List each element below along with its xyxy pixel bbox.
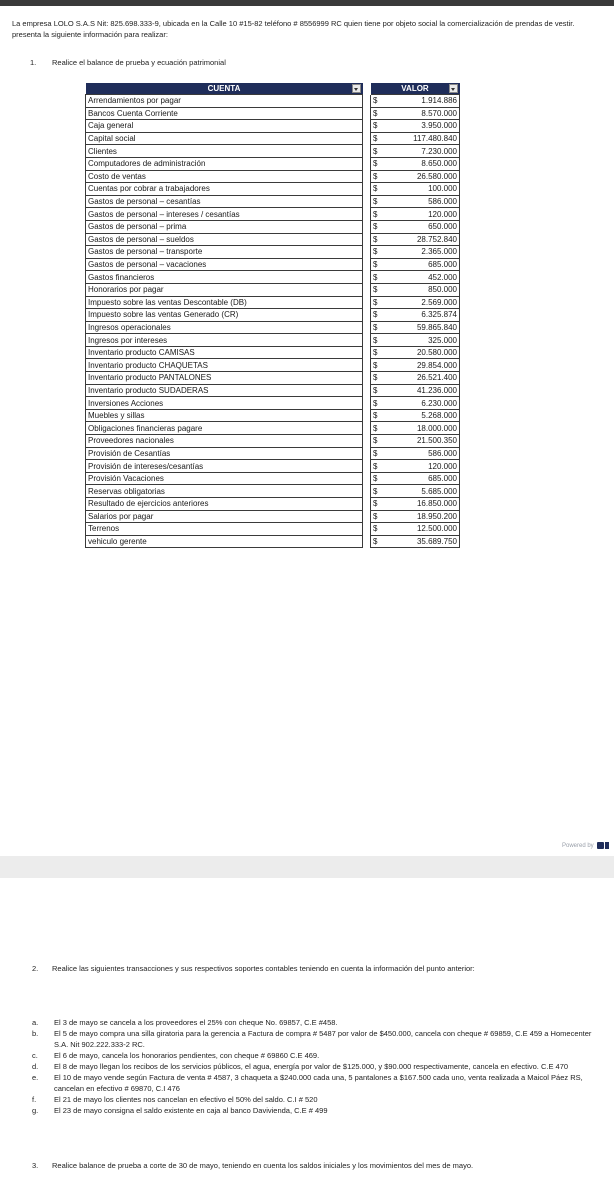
- question-3-text: Realice balance de prueba a corte de 30 de mayo, teniendo en cuenta los saldos iniciales y los movimientos del mes de mayo.: [52, 1161, 474, 1170]
- question-2-number: 2.: [32, 964, 39, 973]
- value-cell: 586.000: [381, 447, 460, 460]
- value-cell: 8.650.000: [381, 157, 460, 170]
- value-cell: 16.850.000: [381, 498, 460, 511]
- table-row: [86, 510, 460, 523]
- account-name-cell: Costo de ventas: [86, 170, 363, 183]
- table-row: [86, 271, 460, 284]
- table-row: [86, 384, 460, 397]
- table-row: [86, 107, 460, 120]
- account-name-cell: Cuentas por cobrar a trabajadores: [86, 183, 363, 196]
- currency-symbol-cell: $: [371, 233, 382, 246]
- column-header-valor[interactable]: [371, 83, 460, 95]
- list-item-letter: f.: [32, 1095, 37, 1104]
- value-cell: 650.000: [381, 220, 460, 233]
- cell-gap: [363, 472, 371, 485]
- currency-symbol-cell: $: [371, 132, 382, 145]
- account-name-cell: Reservas obligatorias: [86, 485, 363, 498]
- account-name-cell: Computadores de administración: [86, 157, 363, 170]
- currency-symbol-cell: $: [371, 157, 382, 170]
- cell-gap: [363, 95, 371, 108]
- currency-symbol-cell: $: [371, 346, 382, 359]
- table-row: [86, 321, 460, 334]
- currency-symbol-cell: $: [371, 523, 382, 536]
- list-item-letter: d.: [32, 1062, 39, 1071]
- table-row: [86, 157, 460, 170]
- cell-gap: [363, 233, 371, 246]
- currency-symbol-cell: $: [371, 510, 382, 523]
- account-name-cell: Proveedores nacionales: [86, 435, 363, 448]
- filter-dropdown-icon[interactable]: [449, 84, 458, 93]
- table-row: [86, 447, 460, 460]
- currency-symbol-cell: $: [371, 435, 382, 448]
- column-header-valor-label: VALOR: [401, 84, 429, 93]
- list-item-letter: e.: [32, 1073, 39, 1082]
- currency-symbol-cell: $: [371, 409, 382, 422]
- cell-gap: [363, 258, 371, 271]
- table-row: [86, 523, 460, 536]
- cell-gap: [363, 120, 371, 133]
- list-item-letter: g.: [32, 1106, 39, 1115]
- value-cell: 685.000: [381, 258, 460, 271]
- value-cell: 586.000: [381, 195, 460, 208]
- account-name-cell: Inventario producto CAMISAS: [86, 346, 363, 359]
- account-name-cell: Provisión de intereses/cesantías: [86, 460, 363, 473]
- currency-symbol-cell: $: [371, 359, 382, 372]
- table-row: [86, 283, 460, 296]
- cell-gap: [363, 321, 371, 334]
- value-cell: 41.236.000: [381, 384, 460, 397]
- account-name-cell: Impuesto sobre las ventas Descontable (DB): [86, 296, 363, 309]
- account-name-cell: vehiculo gerente: [86, 535, 363, 548]
- cell-gap: [363, 220, 371, 233]
- account-name-cell: Honorarios por pagar: [86, 283, 363, 296]
- value-cell: 59.865.840: [381, 321, 460, 334]
- cell-gap: [363, 523, 371, 536]
- question-3: [32, 1161, 602, 1170]
- value-cell: 5.685.000: [381, 485, 460, 498]
- intro-paragraph: La empresa LOLO S.A.S Nit: 825.698.333-9, ubicada en la Calle 10 #15-82 teléfono # 8556999 RC quien tiene por objeto social la comercialización de prendas de vestir. presenta la siguiente información para realizar:: [12, 19, 575, 39]
- app-logo-icon: [597, 842, 604, 849]
- currency-symbol-cell: $: [371, 95, 382, 108]
- table-row: [86, 472, 460, 485]
- cell-gap: [363, 145, 371, 158]
- currency-symbol-cell: $: [371, 422, 382, 435]
- question-1-text: Realice el balance de prueba y ecuación patrimonial: [52, 58, 226, 67]
- account-name-cell: Provisión Vacaciones: [86, 472, 363, 485]
- account-name-cell: Resultado de ejercicios anteriores: [86, 498, 363, 511]
- cell-gap: [363, 271, 371, 284]
- currency-symbol-cell: $: [371, 271, 382, 284]
- currency-symbol-cell: $: [371, 535, 382, 548]
- cell-gap: [363, 409, 371, 422]
- account-name-cell: Ingresos por intereses: [86, 334, 363, 347]
- account-name-cell: Inventario producto SUDADERAS: [86, 384, 363, 397]
- currency-symbol-cell: $: [371, 372, 382, 385]
- value-cell: 120.000: [381, 208, 460, 221]
- list-item: [32, 1094, 602, 1105]
- cell-gap: [363, 195, 371, 208]
- currency-symbol-cell: $: [371, 296, 382, 309]
- cell-gap: [363, 535, 371, 548]
- account-name-cell: Gastos financieros: [86, 271, 363, 284]
- value-cell: 850.000: [381, 283, 460, 296]
- currency-symbol-cell: $: [371, 208, 382, 221]
- value-cell: 452.000: [381, 271, 460, 284]
- account-name-cell: Gastos de personal – sueldos: [86, 233, 363, 246]
- table-row: [86, 372, 460, 385]
- list-item: [32, 1072, 602, 1094]
- question-1-number: 1.: [30, 58, 37, 67]
- transactions-list: [32, 1017, 602, 1116]
- currency-symbol-cell: $: [371, 120, 382, 133]
- cell-gap: [363, 397, 371, 410]
- list-item-text: El 6 de mayo, cancela los honorarios pendientes, con cheque # 69860 C.E 469.: [54, 1051, 320, 1060]
- table-row: [86, 359, 460, 372]
- currency-symbol-cell: $: [371, 460, 382, 473]
- table-row: [86, 233, 460, 246]
- list-item-text: El 10 de mayo vende según Factura de venta # 4587, 3 chaqueta a $240.000 cada una, 5 pantalones a $167.500 cada uno, venta realizada a Maicol Páez RS, cancelan en efectivo # 69870, C.I 476: [54, 1073, 583, 1093]
- account-name-cell: Inventario producto PANTALONES: [86, 372, 363, 385]
- list-item: [32, 1050, 602, 1061]
- powered-by-label: Powered by: [562, 843, 594, 850]
- table-row: [86, 309, 460, 322]
- question-2-text: Realice las siguientes transacciones y sus respectivos soportes contables teniendo en cuenta la información del punto anterior:: [52, 964, 475, 973]
- table-row: [86, 422, 460, 435]
- value-cell: 20.580.000: [381, 346, 460, 359]
- value-cell: 28.752.840: [381, 233, 460, 246]
- value-cell: 5.268.000: [381, 409, 460, 422]
- table-row: [86, 409, 460, 422]
- currency-symbol-cell: $: [371, 283, 382, 296]
- cell-gap: [363, 246, 371, 259]
- cell-gap: [363, 447, 371, 460]
- list-item-letter: a.: [32, 1018, 39, 1027]
- table-row: [86, 296, 460, 309]
- cell-gap: [363, 498, 371, 511]
- value-cell: 117.480.840: [381, 132, 460, 145]
- list-item-letter: c.: [32, 1051, 38, 1060]
- app-logo-icon: [605, 842, 609, 849]
- header-gap: [363, 83, 371, 95]
- value-cell: 100.000: [381, 183, 460, 196]
- value-cell: 8.570.000: [381, 107, 460, 120]
- table-row: [86, 132, 460, 145]
- table-row: [86, 346, 460, 359]
- cell-gap: [363, 132, 371, 145]
- value-cell: 6.230.000: [381, 397, 460, 410]
- account-name-cell: Gastos de personal – transporte: [86, 246, 363, 259]
- account-name-cell: Impuesto sobre las ventas Generado (CR): [86, 309, 363, 322]
- currency-symbol-cell: $: [371, 220, 382, 233]
- value-cell: 3.950.000: [381, 120, 460, 133]
- account-name-cell: Bancos Cuenta Corriente: [86, 107, 363, 120]
- value-cell: 35.689.750: [381, 535, 460, 548]
- table-row: [86, 258, 460, 271]
- list-item-text: El 3 de mayo se cancela a los proveedores el 25% con cheque No. 69857, C.E #458.: [54, 1018, 338, 1027]
- currency-symbol-cell: $: [371, 384, 382, 397]
- account-name-cell: Muebles y sillas: [86, 409, 363, 422]
- table-row: [86, 485, 460, 498]
- cell-gap: [363, 359, 371, 372]
- cell-gap: [363, 208, 371, 221]
- currency-symbol-cell: $: [371, 195, 382, 208]
- currency-symbol-cell: $: [371, 107, 382, 120]
- table-row: [86, 397, 460, 410]
- accounts-table: [85, 83, 460, 548]
- value-cell: 2.365.000: [381, 246, 460, 259]
- list-item: [32, 1105, 602, 1116]
- list-item-text: El 23 de mayo consigna el saldo existente en caja al banco Davivienda, C.E # 499: [54, 1106, 328, 1115]
- table-row: [86, 498, 460, 511]
- table-row: [86, 120, 460, 133]
- currency-symbol-cell: $: [371, 334, 382, 347]
- cell-gap: [363, 372, 371, 385]
- account-name-cell: Salarios por pagar: [86, 510, 363, 523]
- account-name-cell: Capital social: [86, 132, 363, 145]
- account-name-cell: Clientes: [86, 145, 363, 158]
- cell-gap: [363, 107, 371, 120]
- currency-symbol-cell: $: [371, 472, 382, 485]
- value-cell: 26.580.000: [381, 170, 460, 183]
- value-cell: 12.500.000: [381, 523, 460, 536]
- list-item-text: El 21 de mayo los clientes nos cancelan en efectivo el 50% del saldo. C.I # 520: [54, 1095, 318, 1104]
- currency-symbol-cell: $: [371, 321, 382, 334]
- table-row: [86, 195, 460, 208]
- currency-symbol-cell: $: [371, 397, 382, 410]
- currency-symbol-cell: $: [371, 309, 382, 322]
- cell-gap: [363, 170, 371, 183]
- cell-gap: [363, 157, 371, 170]
- account-name-cell: Gastos de personal – prima: [86, 220, 363, 233]
- table-row: [86, 435, 460, 448]
- cell-gap: [363, 384, 371, 397]
- table-row: [86, 95, 460, 108]
- account-name-cell: Caja general: [86, 120, 363, 133]
- table-row: [86, 208, 460, 221]
- question-1: [30, 58, 226, 67]
- list-item-text: El 5 de mayo compra una silla giratoria para la gerencia a Factura de compra # 5487 por valor de $450.000, cancela con cheque # 69859, C.E 459 a Homecenter S.A. Nit 902.222.333-2 RC.: [54, 1029, 592, 1049]
- currency-symbol-cell: $: [371, 485, 382, 498]
- column-header-cuenta[interactable]: [86, 83, 363, 95]
- value-cell: 26.521.400: [381, 372, 460, 385]
- value-cell: 1.914.886: [381, 95, 460, 108]
- table-row: [86, 145, 460, 158]
- table-row: [86, 246, 460, 259]
- cell-gap: [363, 309, 371, 322]
- value-cell: 685.000: [381, 472, 460, 485]
- list-item: [32, 1028, 602, 1050]
- currency-symbol-cell: $: [371, 258, 382, 271]
- page-separator: [0, 856, 614, 878]
- value-cell: 7.230.000: [381, 145, 460, 158]
- table-header-row: [86, 83, 460, 95]
- table-row: [86, 460, 460, 473]
- cell-gap: [363, 435, 371, 448]
- question-2: [32, 964, 602, 973]
- account-name-cell: Inversiones Acciones: [86, 397, 363, 410]
- value-cell: 325.000: [381, 334, 460, 347]
- cell-gap: [363, 346, 371, 359]
- value-cell: 29.854.000: [381, 359, 460, 372]
- account-name-cell: Obligaciones financieras pagare: [86, 422, 363, 435]
- cell-gap: [363, 510, 371, 523]
- account-name-cell: Provisión de Cesantías: [86, 447, 363, 460]
- currency-symbol-cell: $: [371, 447, 382, 460]
- currency-symbol-cell: $: [371, 170, 382, 183]
- currency-symbol-cell: $: [371, 145, 382, 158]
- currency-symbol-cell: $: [371, 246, 382, 259]
- list-item-text: El 8 de mayo llegan los recibos de los servicios públicos, el agua, energía por valor de $125.000, y $90.000 respectivamente, cancela en efectivo. C.E 470: [54, 1062, 569, 1071]
- column-header-cuenta-label: CUENTA: [207, 84, 241, 93]
- cell-gap: [363, 485, 371, 498]
- table-row: [86, 535, 460, 548]
- value-cell: 2.569.000: [381, 296, 460, 309]
- currency-symbol-cell: $: [371, 498, 382, 511]
- account-name-cell: Gastos de personal – cesantías: [86, 195, 363, 208]
- cell-gap: [363, 422, 371, 435]
- account-name-cell: Terrenos: [86, 523, 363, 536]
- table-row: [86, 334, 460, 347]
- account-name-cell: Arrendamientos por pagar: [86, 95, 363, 108]
- list-item-letter: b.: [32, 1029, 39, 1038]
- list-item: [32, 1017, 602, 1028]
- filter-dropdown-icon[interactable]: [352, 84, 361, 93]
- table-body: [86, 95, 460, 548]
- question-3-number: 3.: [32, 1161, 39, 1170]
- value-cell: 18.950.200: [381, 510, 460, 523]
- value-cell: 120.000: [381, 460, 460, 473]
- cell-gap: [363, 283, 371, 296]
- table-row: [86, 170, 460, 183]
- account-name-cell: Gastos de personal – intereses / cesantías: [86, 208, 363, 221]
- account-name-cell: Inventario producto CHAQUETAS: [86, 359, 363, 372]
- cell-gap: [363, 296, 371, 309]
- currency-symbol-cell: $: [371, 183, 382, 196]
- cell-gap: [363, 460, 371, 473]
- list-item: [32, 1061, 602, 1072]
- value-cell: 18.000.000: [381, 422, 460, 435]
- cell-gap: [363, 334, 371, 347]
- table-row: [86, 220, 460, 233]
- table-row: [86, 183, 460, 196]
- value-cell: 6.325.874: [381, 309, 460, 322]
- account-name-cell: Ingresos operacionales: [86, 321, 363, 334]
- account-name-cell: Gastos de personal – vacaciones: [86, 258, 363, 271]
- value-cell: 21.500.350: [381, 435, 460, 448]
- cell-gap: [363, 183, 371, 196]
- powered-by-footer: [562, 842, 609, 849]
